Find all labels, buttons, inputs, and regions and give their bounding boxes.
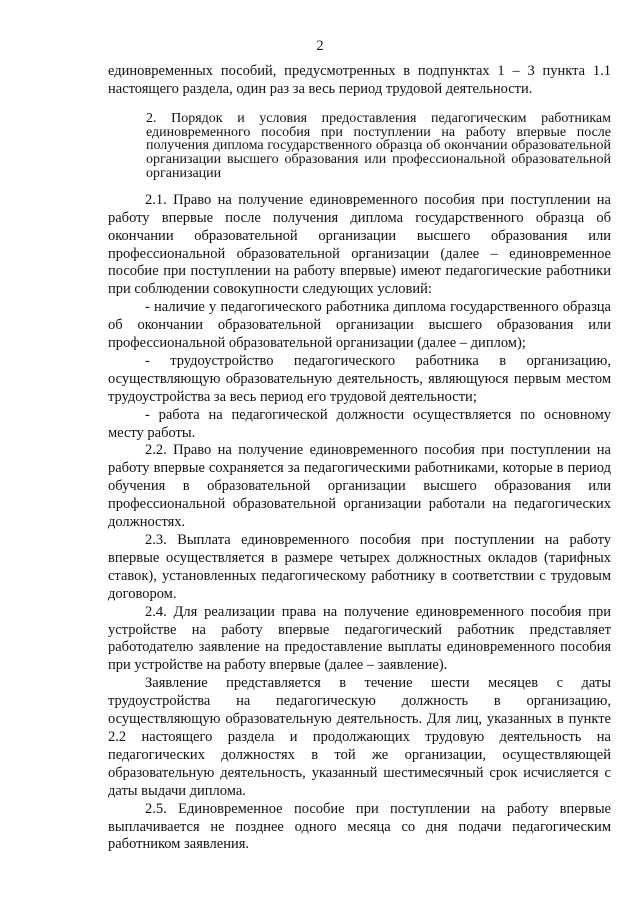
- intro-paragraph: единовременных пособий, предусмотренных в подпунктах 1 – 3 пункта 1.1 настоящего раздела, один раз за весь период трудовой деятельности.: [108, 63, 611, 97]
- paragraph-2-1: 2.1. Право на получение единовременного пособия при поступлении на работу впервые после получения диплома государственного образца об окончании образовательной организации высшего образования или профессиональной образовательной организации (далее – единовременное пособие при поступлении на работу впервые) имеют педагогические работники при соблюдении совокупности следующих условий:: [108, 191, 611, 298]
- document-body: [108, 63, 611, 854]
- application-paragraph: Заявление представляется в течение шести месяцев с даты трудоустройства на педагогическую должность в организацию, осуществляющую образовательную деятельность. Для лиц, указанных в пункте 2.2 настоящего раздела и продолжающих трудовую деятельность на педагогических должностях в той же организации, осуществляющей образовательную деятельность, указанный шестимесячный срок исчисляется с даты выдачи диплома.: [108, 675, 611, 799]
- paragraph-2-4: 2.4. Для реализации права на получение единовременного пособия при устройстве на работу впервые педагогический работник представляет работодателю заявление на предоставление выплаты единовременного пособия при устройстве на работу впервые (далее – заявление).: [108, 603, 611, 674]
- condition-main-job: - работа на педагогической должности осуществляется по основному месту работы.: [108, 406, 611, 441]
- paragraph-2-3: 2.3. Выплата единовременного пособия при поступлении на работу впервые осуществляется в размере четырех должностных окладов (тарифных ставок), установленных педагогическому работнику в соответствии с трудовым договором.: [108, 532, 611, 602]
- section-heading: 2. Порядок и условия предоставления педагогическим работникам единовременного пособия при поступлении на работу впервые после получения диплома государственного образца об окончании образовательной организации высшего образования или профессиональной образовательной организации: [146, 110, 611, 181]
- condition-employment: - трудоустройство педагогического работника в организацию, осуществляющую образовательную деятельность, являющуюся первым местом трудоустройства за весь период его трудовой деятельности;: [108, 352, 611, 405]
- condition-diploma: - наличие у педагогического работника диплома государственного образца об окончании образовательной организации высшего образования или профессиональной образовательной организации (далее – диплом);: [108, 299, 611, 352]
- paragraph-2-2: 2.2. Право на получение единовременного пособия при поступлении на работу впервые сохраняется за педагогическими работниками, которые в период обучения в образовательной организации высшего образования или профессиональной образовательной организации работали на педагогических должностях.: [108, 442, 611, 531]
- page-number: 2: [316, 38, 324, 54]
- paragraph-2-5: 2.5. Единовременное пособие при поступлении на работу впервые выплачивается не позднее одного месяца со дня подачи педагогическим работником заявления.: [108, 800, 611, 853]
